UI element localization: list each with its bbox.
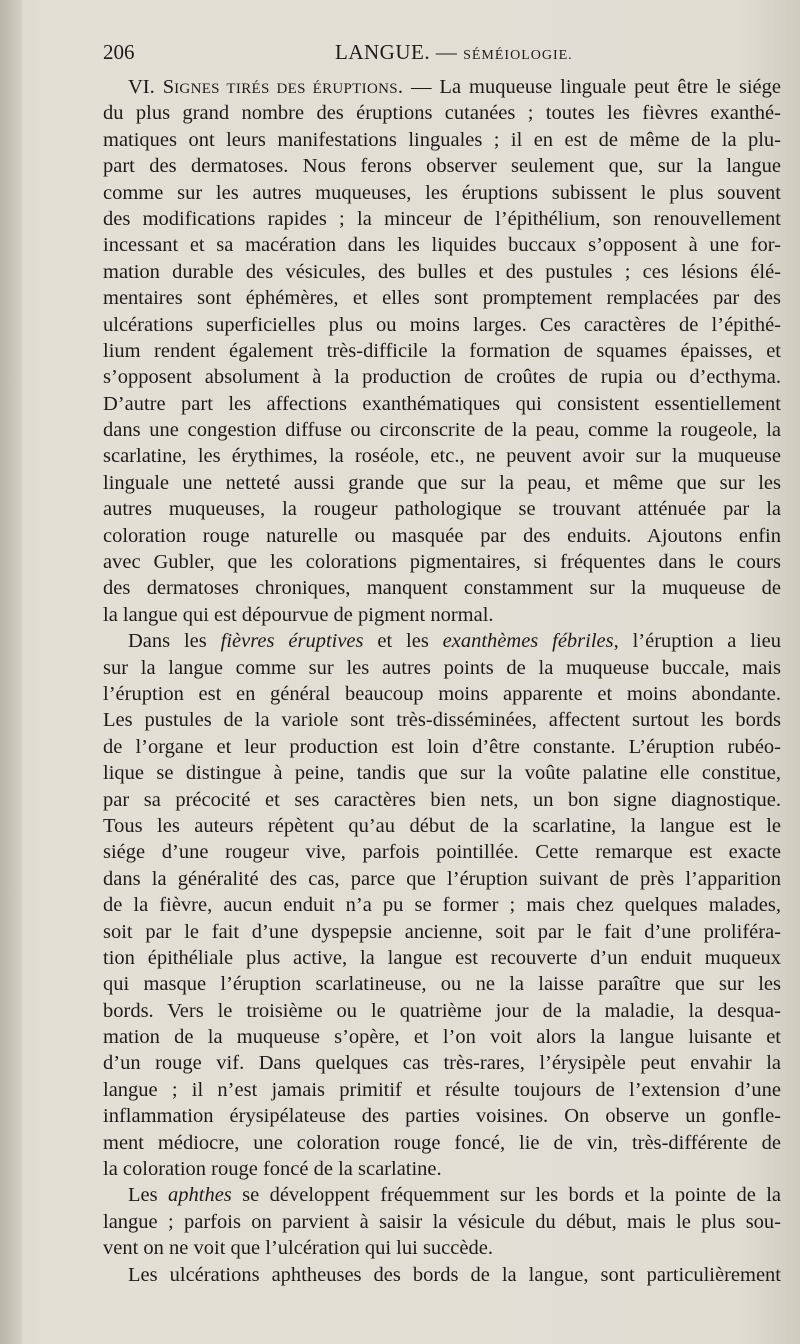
text-line: autres muqueuses, la rougeur pathologique se trouvant atténuée par la: [103, 498, 781, 521]
section-title: SIGNES TIRÉS DES ÉRUPTIONS: [162, 76, 398, 98]
line-rest: . — La muqueuse linguale peut être le siége: [397, 76, 781, 98]
text-line: lium rendent également très-difficile la formation de squames épaisses, et: [103, 339, 781, 362]
text-line: soit par le fait d’une dyspepsie ancienne, soit par le fait d’une proliféra-: [103, 920, 781, 943]
text-line: siége d’une rougeur vive, parfois pointillée. Cette remarque est exacte: [103, 841, 781, 864]
text-line: ulcérations superficielles plus ou moins larges. Ces caractères de l’épithé-: [103, 313, 781, 336]
text-line: mation durable des vésicules, des bulles et des pustules ; ces lésions élé-: [103, 260, 781, 283]
running-head-main: LANGUE. —: [335, 40, 464, 64]
text-line: inflammation érysipélateuse des parties voisines. On observe un gonfle-: [103, 1105, 781, 1128]
text-line: dans une congestion diffuse ou circonscrite de la peau, comme la rougeole, la: [103, 419, 781, 442]
running-head: [335, 40, 573, 65]
text-line: la langue qui est dépourvue de pigment normal.: [103, 603, 494, 626]
text-line: sur la langue comme sur les autres points de la muqueuse buccale, mais: [103, 656, 781, 679]
text-line: mation de la muqueuse s’opère, et l’on voit alors la langue luisante et: [103, 1026, 781, 1049]
book-gutter: [0, 0, 22, 1344]
text-line: des modifications rapides ; la minceur de l’épithélium, son renouvellement: [103, 207, 781, 230]
page-number: 206: [103, 40, 135, 64]
text-line: comme sur les autres muqueuses, les éruptions subissent le plus souvent: [103, 181, 781, 204]
text-line: mentaires sont éphémères, et elles sont promptement remplacées par des: [103, 287, 781, 310]
page-header: [103, 40, 783, 70]
text-line: ment médiocre, une coloration rouge foncé, lie de vin, très-différente de: [103, 1131, 781, 1154]
text-line: langue ; parfois on parvient à saisir la vésicule du début, mais le plus sou-: [103, 1210, 781, 1233]
italic-term: exanthèmes fébriles: [442, 630, 614, 653]
text-line: scarlatine, les érythimes, la roséole, etc., ne peuvent avoir sur la muqueuse: [103, 445, 781, 468]
body-text: [103, 74, 781, 1288]
text-line: du plus grand nombre des éruptions cutanées ; toutes les fièvres exanthé-: [103, 102, 781, 125]
text-line: Dans les fièvres éruptives et les exanthèmes fébriles, l’éruption a lieu: [128, 630, 781, 653]
text-line: avec Gubler, que les colorations pigmentaires, si fréquentes dans le cours: [103, 551, 781, 574]
text-line: des dermatoses chroniques, manquent constamment sur la muqueuse de: [103, 577, 781, 600]
section-number: VI.: [128, 76, 163, 98]
text-line: par sa précocité et ses caractères bien nets, un bon signe diagnostique.: [103, 788, 781, 811]
text-line: incessant et sa macération dans les liquides buccaux s’opposent à une for-: [103, 234, 781, 257]
text-line: [103, 74, 781, 100]
italic-term: aphthes: [168, 1184, 232, 1207]
text-line: Les aphthes se développent fréquemment sur les bords et la pointe de la: [128, 1184, 781, 1207]
text-line: bords. Vers le troisième ou le quatrième jour de la maladie, la desqua-: [103, 999, 781, 1022]
text-line: s’opposent absolument à la production de croûtes de rupia ou d’ecthyma.: [103, 366, 781, 389]
text-line: tion épithéliale plus active, la langue est recouverte d’un enduit muqueux: [103, 946, 781, 969]
text-line: Tous les auteurs répètent qu’au début de la scarlatine, la langue est le: [103, 814, 781, 837]
text-line: Les ulcérations aphtheuses des bords de la langue, sont particulièrement: [128, 1263, 781, 1286]
text-line: qui masque l’éruption scarlatineuse, ou ne la laisse paraître que sur les: [103, 973, 781, 996]
text-line: part des dermatoses. Nous ferons observer seulement que, sur la langue: [103, 155, 781, 178]
text-line: linguale une netteté aussi grande que sur la peau, et même que sur les: [103, 471, 781, 494]
text-line: de l’organe et leur production est loin d’être constante. L’éruption rubéo-: [103, 735, 781, 758]
text-line: vent on ne voit que l’ulcération qui lui succède.: [103, 1237, 493, 1260]
text-line: d’un rouge vif. Dans quelques cas très-rares, l’érysipèle peut envahir la: [103, 1052, 781, 1075]
text-line: coloration rouge naturelle ou masquée par des enduits. Ajoutons enfin: [103, 524, 781, 547]
text-line: la coloration rouge foncé de la scarlatine.: [103, 1158, 442, 1181]
text-line: D’autre part les affections exanthématiques qui consistent essentiellement: [103, 392, 781, 415]
text-line: matiques ont leurs manifestations linguales ; il en est de même de la plu-: [103, 128, 781, 151]
text-line: dans la généralité des cas, parce que l’éruption suivant de près l’apparition: [103, 867, 781, 890]
text-line: lique se distingue à peine, tandis que sur la voûte palatine elle constitue,: [103, 762, 781, 785]
text-line: de la fièvre, aucun enduit n’a pu se former ; mais chez quelques malades,: [103, 894, 781, 917]
running-head-sub: SÉMÉIOLOGIE.: [463, 48, 573, 63]
text-line: langue ; il n’est jamais primitif et résulte toujours de l’extension d’une: [103, 1078, 781, 1101]
italic-term: fièvres éruptives: [220, 630, 364, 653]
text-line: Les pustules de la variole sont très-disséminées, affectent surtout les bords: [103, 709, 781, 732]
text-line: l’éruption est en général beaucoup moins apparente et moins abondante.: [103, 682, 781, 705]
